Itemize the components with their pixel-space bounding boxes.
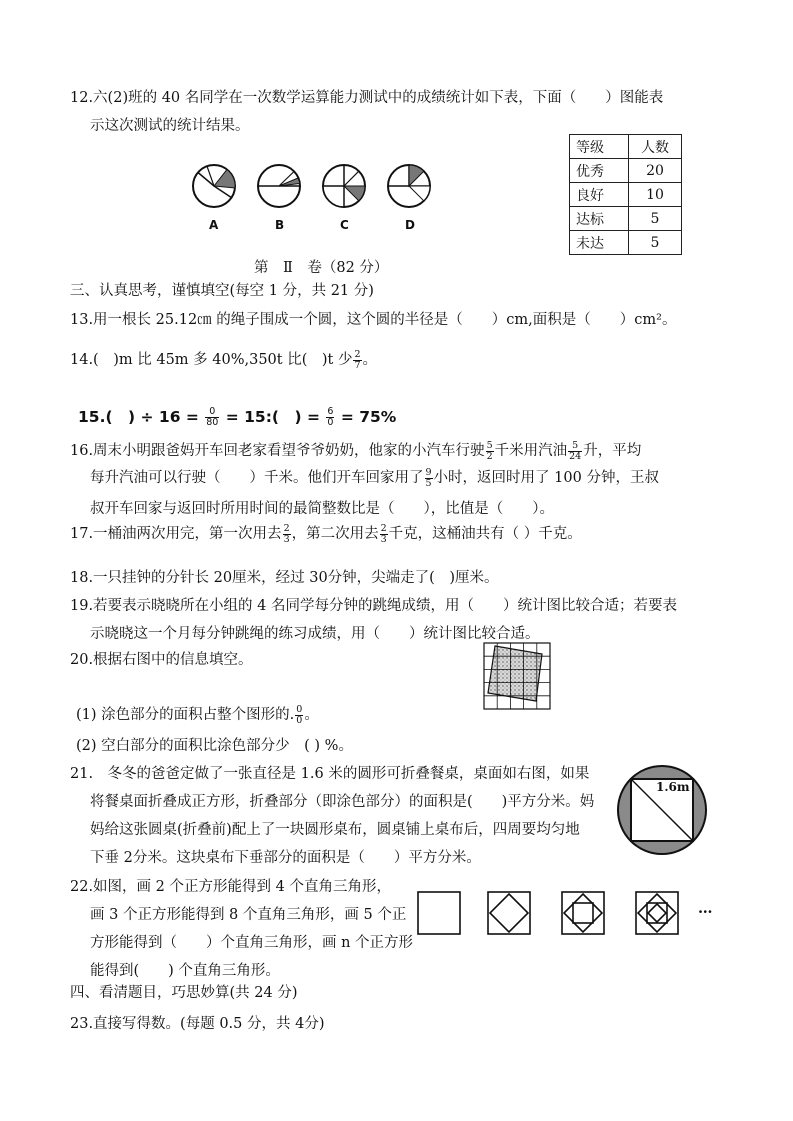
q16-line1 bbox=[70, 439, 641, 462]
q20-text: 。 bbox=[304, 707, 319, 723]
numerator: 9 bbox=[425, 466, 432, 478]
denominator: 2 bbox=[486, 450, 493, 462]
table-cell: 5 bbox=[629, 207, 682, 231]
q16-text: 升，平均 bbox=[583, 443, 642, 459]
q15-part3: = 75% bbox=[340, 408, 397, 426]
pie-d-icon bbox=[388, 165, 430, 207]
q12-line1: 12.六(2)班的 40 名同学在一次数学运算能力测试中的成绩统计如下表，下面（ ）图能表 bbox=[70, 90, 664, 106]
q12-line2: 示这次测试的统计结果。 bbox=[90, 118, 250, 134]
table-header-cell: 等级 bbox=[570, 135, 629, 159]
table-cell: 10 bbox=[629, 183, 682, 207]
fraction bbox=[295, 705, 303, 726]
fraction bbox=[568, 441, 582, 462]
denominator: 0 bbox=[327, 417, 334, 428]
grade-table bbox=[569, 134, 682, 255]
q17-text: 17.一桶油两次用完，第一次用去 bbox=[70, 526, 282, 542]
fraction bbox=[486, 441, 494, 462]
denominator: 7 bbox=[354, 359, 361, 371]
numerator: 2 bbox=[380, 522, 387, 534]
denominator: 5 bbox=[425, 477, 432, 489]
q17 bbox=[70, 522, 582, 545]
fraction bbox=[380, 524, 388, 545]
section2-title: 第 Ⅱ 卷（82 分） bbox=[254, 260, 389, 276]
section3-title: 三、认真思考，谨慎填空(每空 1 分，共 21 分) bbox=[70, 283, 374, 299]
numerator: 6 bbox=[327, 406, 334, 417]
pie-options-figure bbox=[190, 160, 450, 216]
table-row bbox=[570, 231, 682, 255]
q17-text: 千克，这桶油共有（ ）千克。 bbox=[388, 526, 582, 542]
q22-line1: 22.如图，画 2 个正方形能得到 4 个直角三角形， bbox=[70, 879, 391, 895]
q15-part1: 15.( ) ÷ 16 = bbox=[78, 408, 199, 426]
q19-line2: 示晓晓这一个月每分钟跳绳的练习成绩，用（ ）统计图比较合适。 bbox=[90, 626, 540, 642]
q21-line1: 21. 冬冬的爸爸定做了一张直径是 1.6 米的圆形可折叠餐桌，桌面如右图，如果 bbox=[70, 766, 590, 782]
fraction bbox=[425, 468, 433, 489]
pie-b-icon bbox=[258, 165, 300, 207]
table-cell: 20 bbox=[629, 159, 682, 183]
q17-text: ，第二次用去 bbox=[291, 526, 379, 542]
table-cell: 良好 bbox=[570, 183, 629, 207]
q22-ellipsis: … bbox=[698, 900, 713, 917]
q22-squares-figure bbox=[416, 890, 686, 938]
table-row bbox=[570, 207, 682, 231]
numerator: 5 bbox=[486, 439, 493, 451]
table-cell: 优秀 bbox=[570, 159, 629, 183]
q19-line1: 19.若要表示晓晓所在小组的 4 名同学每分钟的跳绳成绩，用（ ）统计图比较合适；若要表 bbox=[70, 598, 677, 614]
pie-label-a: A bbox=[209, 218, 219, 232]
numerator: 2 bbox=[354, 348, 361, 360]
table-row bbox=[570, 159, 682, 183]
fraction bbox=[326, 407, 334, 428]
table-header-row bbox=[570, 135, 682, 159]
q16-line2 bbox=[90, 466, 659, 489]
q21-line3: 妈给这张圆桌(折叠前)配上了一块圆形桌布，圆桌铺上桌布后，四周要均匀地 bbox=[90, 822, 580, 838]
q15-part2: = 15:( ) = bbox=[225, 408, 320, 426]
q14 bbox=[70, 348, 377, 371]
q16-text: 16.周末小明跟爸妈开车回老家看望爷爷奶奶，他家的小汽车行驶 bbox=[70, 443, 485, 459]
denominator: 80 bbox=[206, 417, 219, 428]
numerator: 2 bbox=[283, 522, 290, 534]
q16-text: 每升汽油可以行驶（ ）千米。他们开车回家用了 bbox=[90, 470, 424, 486]
q22-line3: 方形能得到（ ）个直角三角形，画 n 个正方形 bbox=[90, 935, 414, 951]
denominator: 3 bbox=[283, 533, 290, 545]
pie-label-b: B bbox=[275, 218, 285, 232]
diameter-label: 1.6m bbox=[656, 780, 690, 794]
pie-label-c: C bbox=[340, 218, 349, 232]
denominator: 0 bbox=[296, 714, 303, 726]
fraction bbox=[353, 350, 361, 371]
q21-line4: 下垂 2分米。这块桌布下垂部分的面积是（ ）平方分米。 bbox=[90, 850, 481, 866]
q14-end: 。 bbox=[362, 352, 378, 368]
q20-grid-figure bbox=[482, 641, 552, 711]
numerator: 0 bbox=[205, 407, 219, 418]
q22-line2: 画 3 个正方形能得到 8 个直角三角形，画 5 个正 bbox=[90, 907, 407, 923]
table-row bbox=[570, 183, 682, 207]
q18: 18.一只挂钟的分针长 20厘米，经过 30分钟，尖端走了( )厘米。 bbox=[70, 570, 499, 586]
pie-label-d: D bbox=[405, 218, 415, 232]
fraction bbox=[283, 524, 291, 545]
q20-text: (1) 涂色部分的面积占整个图形的. bbox=[76, 707, 295, 723]
fraction bbox=[205, 407, 219, 428]
pie-c-icon bbox=[323, 165, 365, 207]
pie-a-icon bbox=[193, 165, 235, 207]
table-header-cell: 人数 bbox=[629, 135, 682, 159]
q21-line2: 将餐桌面折叠成正方形，折叠部分（即涂色部分）的面积是( )平方分米。妈 bbox=[90, 794, 595, 810]
q22-line4: 能得到( ) 个直角三角形。 bbox=[90, 963, 280, 979]
q23: 23.直接写得数。(每题 0.5 分，共 4分) bbox=[70, 1016, 325, 1032]
q16-text: 小时，返回时用了 100 分钟，王叔 bbox=[433, 470, 659, 486]
q20-part2: (2) 空白部分的面积比涂色部分少 ( ) %。 bbox=[76, 738, 353, 754]
table-cell: 5 bbox=[629, 231, 682, 255]
q16-text: 千米用汽油 bbox=[494, 443, 568, 459]
q20-title: 20.根据右图中的信息填空。 bbox=[70, 652, 253, 668]
q15 bbox=[78, 405, 396, 428]
q20-part1 bbox=[76, 703, 319, 726]
section4-title: 四、看清题目，巧思妙算(共 24 分) bbox=[70, 985, 298, 1001]
table-cell: 未达 bbox=[570, 231, 629, 255]
denominator: 3 bbox=[380, 533, 387, 545]
table-cell: 达标 bbox=[570, 207, 629, 231]
numerator: 5 bbox=[568, 441, 582, 452]
q13: 13.用一根长 25.12㎝ 的绳子围成一个圆，这个圆的半径是（ ）cm,面积是（ ）cm²。 bbox=[70, 312, 677, 328]
denominator: 24 bbox=[569, 450, 582, 462]
q14-text: 14.( )m 比 45m 多 40%,350t 比( )t 少 bbox=[70, 352, 353, 368]
q16-line3: 叔开车回家与返回时所用时间的最简整数比是（ ），比值是（ ）。 bbox=[90, 501, 554, 517]
q21-table-figure bbox=[616, 764, 708, 856]
numerator: 0 bbox=[296, 703, 303, 715]
